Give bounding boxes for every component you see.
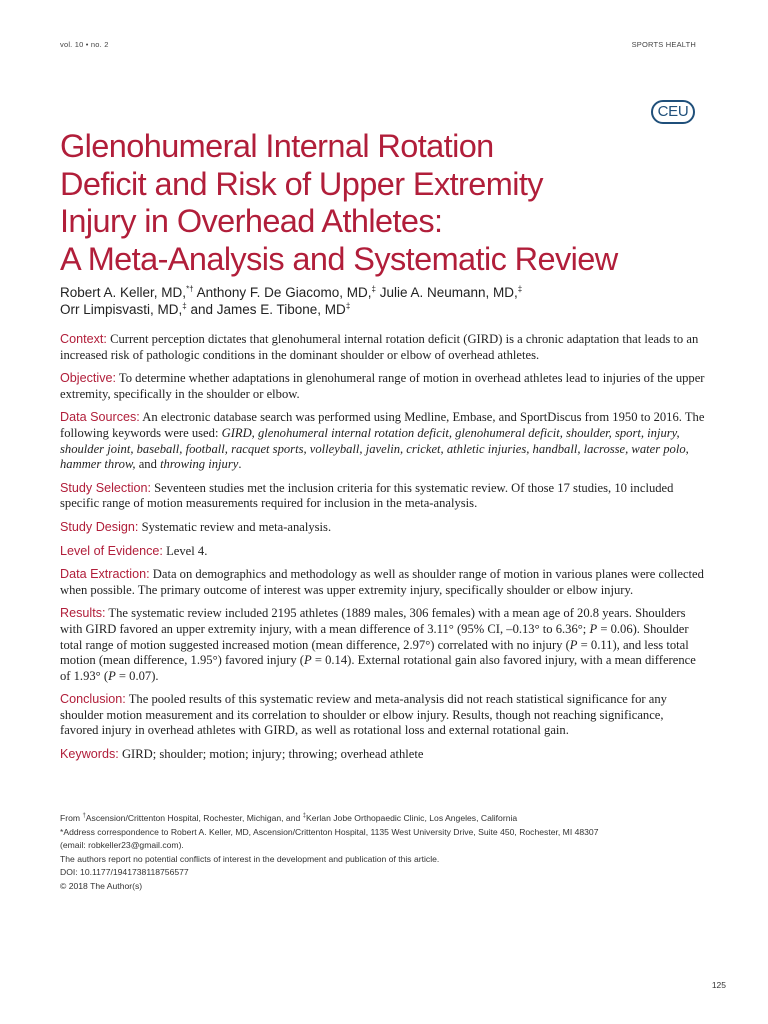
section-label: Data Sources: [60, 410, 140, 425]
copyright-note: © 2018 The Author(s) [60, 880, 143, 891]
section-label: Results: [60, 606, 106, 621]
footnotes [60, 812, 705, 893]
section-text: = 0.06). Shoulder total range of motion suggested increased motion (mean difference, 2.97°) correlated with no injury ( [60, 621, 689, 652]
p-value-symbol: P [108, 668, 116, 683]
abstract [60, 332, 705, 771]
correspondence-note: *Address correspondence to Robert A. Keller, MD, Ascension/Crittenton Hospital, 1135 West University Drive, Suite 450, Rochester, MI 48307 [60, 826, 599, 837]
title-line: Injury in Overhead Athletes: [60, 203, 443, 239]
abstract-study-selection [60, 481, 705, 512]
section-label: Study Selection: [60, 480, 152, 495]
author-affiliation-mark: ‡ [182, 301, 187, 311]
footnote-text: From [60, 813, 81, 823]
abstract-data-extraction [60, 567, 705, 598]
conflict-note: The authors report no potential conflicts of interest in the development and publication of this article. [60, 853, 440, 864]
section-label: Conclusion: [60, 692, 126, 707]
abstract-results [60, 606, 705, 684]
section-text: GIRD; shoulder; motion; injury; throwing; overhead athlete [121, 747, 424, 762]
abstract-level-of-evidence [60, 544, 705, 560]
abstract-conclusion [60, 692, 705, 739]
author-name: Julie A. Neumann, MD, [379, 285, 518, 300]
section-text: = 0.14). External rotational gain also favored injury, with a mean difference of 1.93° ( [60, 653, 696, 683]
affiliation-mark: † [82, 813, 86, 820]
author-affiliation-mark: *† [186, 284, 194, 294]
section-text: Systematic review and meta-analysis. [141, 519, 332, 534]
section-label: Objective: [60, 371, 116, 386]
author-name: Anthony F. De Giacomo, MD, [196, 285, 372, 300]
abstract-keywords [60, 747, 705, 763]
email-note: (email: robkeller23@gmail.com). [60, 840, 184, 850]
p-value-symbol: P [589, 621, 598, 636]
title-line: Deficit and Risk of Upper Extremity [60, 165, 543, 202]
keyword-list: GIRD, glenohumeral internal rotation deficit, glenohumeral deficit, shoulder, sport, injury, shoulder joint, baseball, football, racquet sports, volleyball, javelin, cricket, athletic injuries, handball, lacrosse, water polo, hammer throw, [60, 425, 689, 472]
author-name: and James E. Tibone, MD [190, 302, 346, 317]
author-name: Orr Limpisvasti, MD, [60, 302, 183, 317]
p-value-symbol: P [569, 637, 578, 652]
author-affiliation-mark: ‡ [345, 301, 351, 311]
doi-note: DOI: 10.1177/1941738118756577 [60, 867, 189, 877]
journal-name: SPORTS HEALTH [631, 40, 696, 49]
section-text: and [138, 457, 157, 472]
affiliation-mark: ‡ [302, 813, 307, 820]
section-text: Seventeen studies met the inclusion criteria for this systematic review. Of those 17 studies, 10 included specific range of motion measurements required for inclusion in the meta-analysis. [60, 480, 674, 511]
author-affiliation-mark: ‡ [371, 284, 376, 294]
section-text: = 0.11), and less total motion (mean difference, 1.95°) favored injury ( [60, 637, 689, 668]
footnote-text: Ascension/Crittenton Hospital, Rochester, Michigan, and [85, 813, 301, 823]
section-label: Context: [60, 332, 107, 346]
article-title [60, 128, 700, 278]
footnote-text: Kerlan Jobe Orthopaedic Clinic, Los Angeles, California [306, 813, 518, 823]
section-text: Current perception dictates that glenohumeral internal rotation deficit (GIRD) is a chronic adaptation that leads to an increased risk of pathologic conditions in the dominant shoulder or elbow of overhead athletes. [60, 332, 699, 362]
abstract-data-sources [60, 410, 705, 472]
section-text: To determine whether adaptations in glenohumeral range of motion in overhead athletes lead to injuries of the upper extremity, specifically in the shoulder or elbow. [60, 371, 705, 401]
volume-issue: vol. 10 • no. 2 [60, 40, 109, 49]
section-text: The pooled results of this systematic review and meta-analysis did not reach statistical significance for any shoulder motion measurement and its correlation to shoulder or elbow injury. Results, though not reaching significance, favored injury in overhead athletes with GIRD, as well as rotational loss and external rotational gain. [60, 692, 667, 738]
affiliations-note [60, 812, 705, 826]
section-text: = 0.07). [118, 668, 159, 683]
author-affiliation-mark: ‡ [517, 284, 523, 294]
author-name: Robert A. Keller, MD, [60, 285, 187, 300]
section-label: Level of Evidence: [60, 543, 163, 558]
section-label: Keywords: [60, 747, 119, 762]
section-label: Study Design: [60, 519, 139, 534]
page-number: 125 [711, 980, 726, 990]
title-line: Glenohumeral Internal Rotation [60, 128, 494, 164]
section-text: Level 4. [166, 543, 208, 558]
abstract-objective [60, 371, 705, 402]
p-value-symbol: P [304, 653, 312, 668]
title-line: A Meta-Analysis and Systematic Review [60, 240, 618, 277]
section-label: Data Extraction: [60, 567, 150, 582]
section-text: . [238, 457, 242, 472]
ceu-badge: CEU [651, 100, 695, 124]
author-list [60, 284, 700, 318]
abstract-context [60, 332, 705, 363]
abstract-study-design [60, 520, 705, 536]
section-text: The systematic review included 2195 athletes (1889 males, 306 females) with a mean age of 20.8 years. Shoulders with GIRD favored an upper extremity injury, with a mean difference of 3.11° (95% CI, –0.13° to 6.36°; [60, 606, 686, 636]
section-text: Data on demographics and methodology as well as shoulder range of motion in various planes were collected when possible. The primary outcome of interest was upper extremity injury, specifically shoulder or elbow injury. [60, 567, 704, 597]
keyword-list: throwing injury [160, 457, 239, 472]
section-text: An electronic database search was performed using Medline, Embase, and SportDiscus from 1950 to 2016. The following keywords were used: [60, 410, 705, 440]
